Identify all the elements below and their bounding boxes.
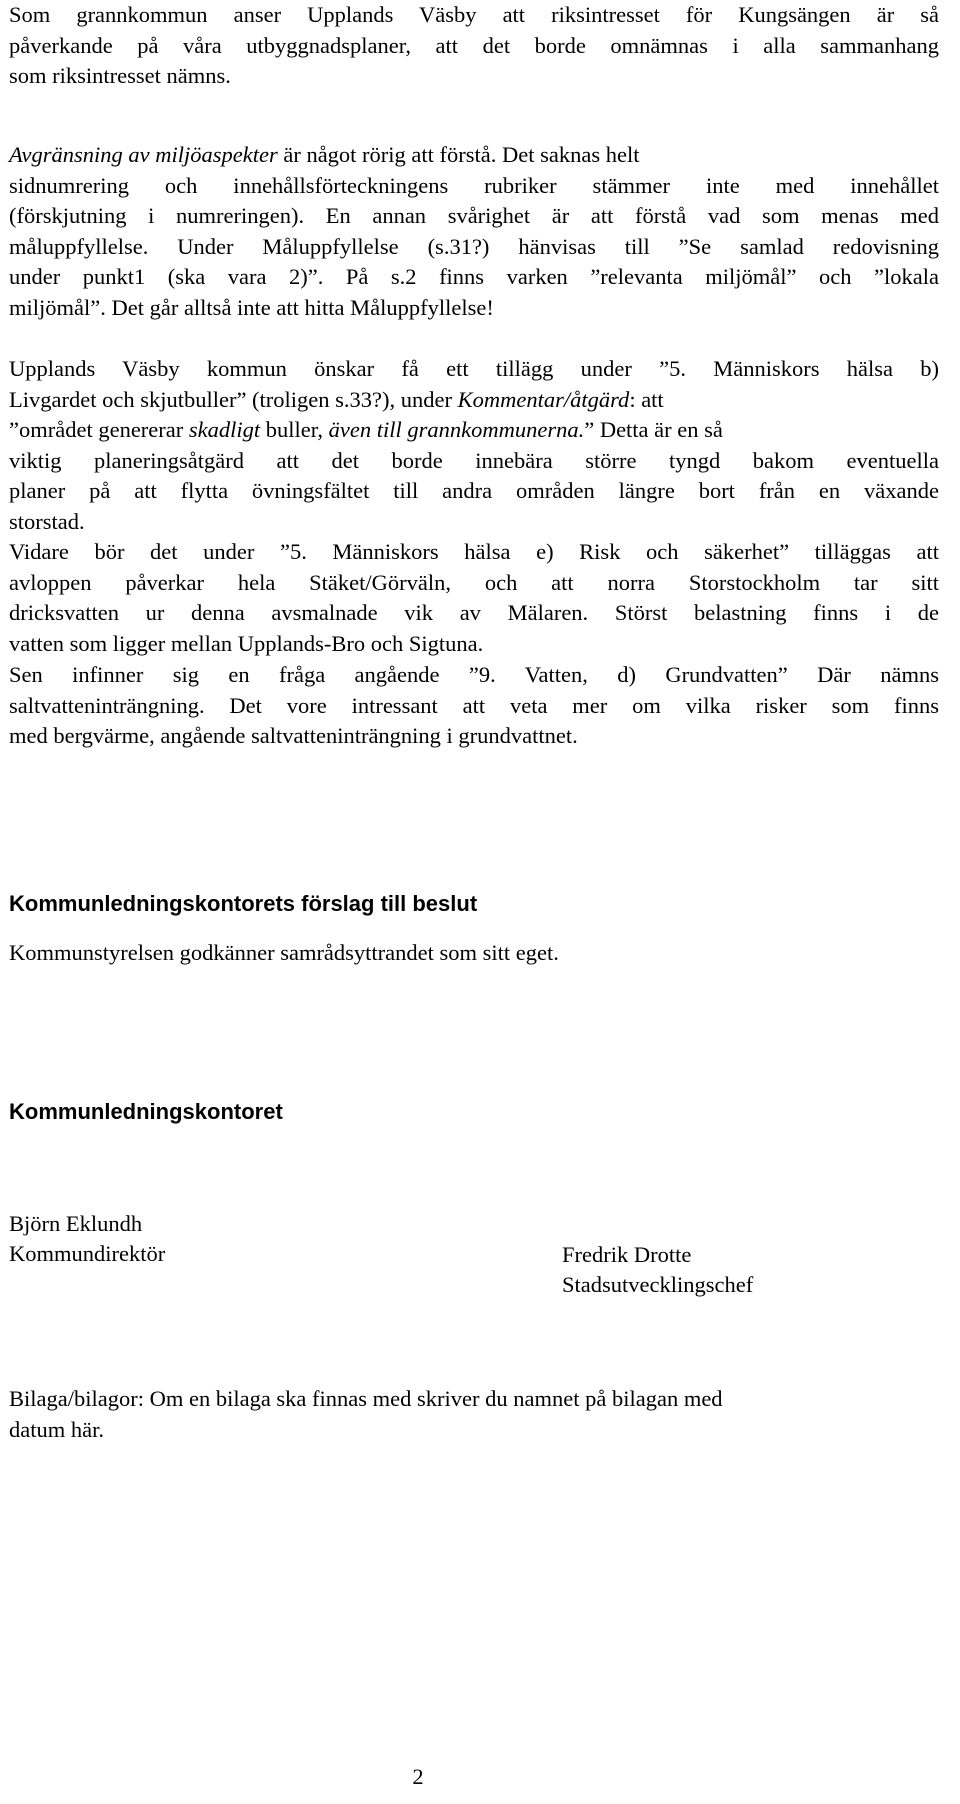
text-line: miljömål”. Det går alltså inte att hitta Måluppfyllelse! [9,294,494,320]
text-line: planer på att flytta övningsfältet till andra områden längre bort från en växande [9,478,939,503]
decision-text: Kommunstyrelsen godkänner samrådsyttrandet som sitt eget. [9,940,559,965]
text-run: : att [629,386,664,412]
text-line: Sen infinner sig en fråga angående ”9. Vatten, d) Grundvatten” Där nämns [9,662,939,687]
signatory-right-name: Fredrik Drotte [562,1242,692,1267]
text-line: som riksintresset nämns. [9,63,231,88]
italic-term: Avgränsning av miljöaspekter [9,142,278,167]
text-line [9,385,939,416]
paragraph-grundvatten [9,660,939,752]
signatory-left-title: Kommundirektör [9,1241,166,1266]
text-line: datum här. [9,1416,104,1442]
text-line: sidnumrering och innehållsförteckningens rubriker stämmer inte med innehållet [9,172,939,198]
text-run: ”området genererar [9,417,189,442]
text-line: vatten som ligger mellan Upplands-Bro och Sigtuna. [9,630,484,656]
text-line: Upplands Väsby kommun önskar få ett tillägg under ”5. Människors hälsa b) [9,356,939,381]
text-run: Livgardet och skjutbuller” (troligen s.33?), under [9,386,458,412]
paragraph-riksintresse [9,0,939,92]
text-line: avloppen påverkar hela Stäket/Görväln, och att norra Storstockholm tar sitt [9,569,939,595]
text-line: storstad. [9,508,85,534]
text-line: påverkande på våra utbyggnadsplaner, att det borde omnämnas i alla sammanhang [9,32,939,58]
paragraph-tillagg [9,354,939,659]
text-run: ” Detta är en så [584,417,723,442]
italic-term: Kommentar/åtgärd [457,386,630,412]
text-line [9,140,939,171]
attachments-note [9,1384,939,1445]
paragraph-miljoaspekter [9,140,939,323]
text-line: dricksvatten ur denna avsmalnade vik av Mälaren. Störst belastning finns i de [9,600,939,625]
italic-term: skadligt [188,417,261,442]
section-heading-forslag: Kommunledningskontorets förslag till beslut [9,891,478,916]
section-heading-kontoret: Kommunledningskontoret [9,1099,283,1124]
text-line: Vidare bör det under ”5. Människors hälsa e) Risk och säkerhet” tilläggas att [9,539,939,564]
text-line: måluppfyllelse. Under Måluppfyllelse (s.31?) hänvisas till ”Se samlad redovisning [9,233,939,259]
signatory-left-name: Björn Eklundh [9,1211,143,1236]
text-line: Bilaga/bilagor: Om en bilaga ska finnas med skriver du namnet på bilagan med [9,1386,723,1411]
text-line [9,415,939,446]
text-line: (förskjutning i numreringen). En annan svårighet är att förstå vad som menas med [9,203,939,228]
text-line: Som grannkommun anser Upplands Väsby att riksintresset för Kungsängen är så [9,2,939,27]
text-run: är något rörig att förstå. Det saknas helt [277,142,640,167]
page-number: 2 [412,1764,424,1789]
text-line: saltvatteninträngning. Det vore intressant att veta mer om vilka risker som finns [9,692,939,718]
text-run: buller, [260,417,329,442]
text-line: under punkt1 (ska vara 2)”. På s.2 finns varken ”relevanta miljömål” och ”lokala [9,264,939,289]
italic-term: även till grannkommunerna. [328,417,585,442]
text-line: viktig planeringsåtgärd att det borde innebära större tyngd bakom eventuella [9,447,939,473]
text-line: med bergvärme, angående saltvatteninträngning i grundvattnet. [9,723,578,748]
signatory-right-title: Stadsutvecklingschef [562,1272,754,1297]
